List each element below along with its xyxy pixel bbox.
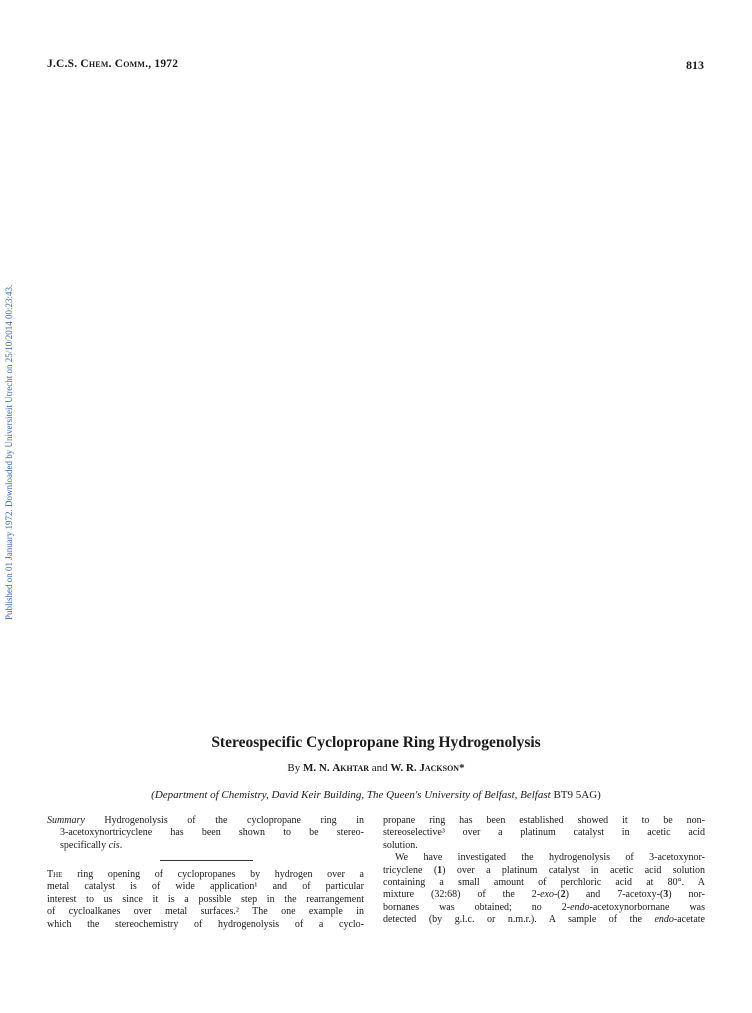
right-line-3: solution. xyxy=(383,839,418,851)
compound-ref-1: 1 xyxy=(437,864,443,876)
right-text-7e: ) and 7-acetoxy-( xyxy=(565,889,664,901)
author1-surname: Akhtar xyxy=(332,762,370,774)
affiliation-text: (Department of Chemistry, David Keir Building, The Queen's University of Belfast, Belfast xyxy=(151,789,551,801)
right-text-8a: bornanes was obtained; no 2- xyxy=(383,901,571,913)
summary-label: Summary xyxy=(47,815,85,826)
right-text-5c: ) over a platinum catalyst in acetic acid solution xyxy=(442,864,705,876)
body-line-3: interest to us since it is a possible step in the rearrangement xyxy=(47,893,364,905)
journal-name: Chem. Comm. xyxy=(80,58,149,70)
download-watermark[interactable]: Published on 01 January 1972. Downloaded by Universiteit Utrecht on 25/10/2014 00:23:43. xyxy=(4,284,14,620)
right-line-1: propane ring has been established showed it to be non- xyxy=(383,815,705,826)
summary-line-3 xyxy=(47,840,364,852)
right-text-7a: mixture (32:68) of the 2- xyxy=(383,889,541,901)
author1-initials: M. N. xyxy=(303,762,333,774)
body-paragraph-right xyxy=(383,815,705,927)
right-text-5a: tricyclene ( xyxy=(383,864,438,876)
right-text-7g: ) nor- xyxy=(668,889,705,901)
summary-cis: cis xyxy=(108,839,120,851)
right-line-7 xyxy=(383,889,705,901)
page-number: 813 xyxy=(686,58,704,72)
right-line-6: containing a small amount of perchloric acid at 80°. A xyxy=(383,877,705,889)
byline xyxy=(0,762,752,774)
right-line-4: We have investigated the hydrogenolysis of 3-acetoxynor- xyxy=(395,852,705,864)
summary-divider xyxy=(160,860,253,861)
right-line-2: stereoselective³ over a platinum catalyst in acetic acid xyxy=(383,827,705,839)
author2-initials: W. R. xyxy=(390,762,420,774)
author2-surname: Jackson xyxy=(419,762,460,774)
right-line-5 xyxy=(383,865,705,877)
summary-line-2: 3-acetoxynortricyclene has been shown to be stereo- xyxy=(60,827,364,839)
body-line-2: metal catalyst is of wide application¹ and of particular xyxy=(47,881,364,893)
article-title: Stereospecific Cyclopropane Ring Hydrogenolysis xyxy=(211,734,541,751)
summary-text-3: specifically xyxy=(60,839,109,851)
right-line-9 xyxy=(383,914,705,926)
body-paragraph-left xyxy=(47,869,364,931)
body-first-word: The xyxy=(47,869,63,880)
endo-term: endo xyxy=(570,901,590,913)
byline-and: and xyxy=(369,762,391,774)
body-text-1: ring opening of cyclopropanes by hydrogen over a xyxy=(62,869,364,880)
journal-header xyxy=(47,58,178,70)
corresponding-star: * xyxy=(459,762,465,774)
right-text-7c: -( xyxy=(553,889,561,901)
journal-year: , 1972 xyxy=(148,58,179,70)
compound-ref-3: 3 xyxy=(663,889,669,901)
right-line-8 xyxy=(383,902,705,914)
exo-term: exo xyxy=(540,889,554,901)
summary-text-1: Hydrogenolysis of the cyclopropane ring in xyxy=(84,815,364,826)
right-text-9c: -acetate xyxy=(673,914,705,926)
body-line-5: which the stereochemistry of hydrogenolysis of a cyclo- xyxy=(47,918,364,930)
affiliation-postcode: BT9 5AG) xyxy=(550,789,601,801)
right-text-8c: -acetoxynorbornane was xyxy=(589,901,705,913)
right-text-9a: detected (by g.l.c. or n.m.r.). A sample of the xyxy=(383,914,655,926)
compound-ref-2: 2 xyxy=(560,889,566,901)
summary-line-1 xyxy=(47,815,364,827)
affiliation xyxy=(0,789,752,801)
endo-term-2: endo xyxy=(654,914,674,926)
summary-paragraph xyxy=(47,815,364,852)
byline-prefix: By xyxy=(287,762,303,774)
summary-end: . xyxy=(119,839,123,851)
body-line-1 xyxy=(47,869,364,881)
body-line-4: of cycloalkanes over metal surfaces.² The one example in xyxy=(47,906,364,918)
journal-prefix: J.C.S. xyxy=(47,58,81,70)
